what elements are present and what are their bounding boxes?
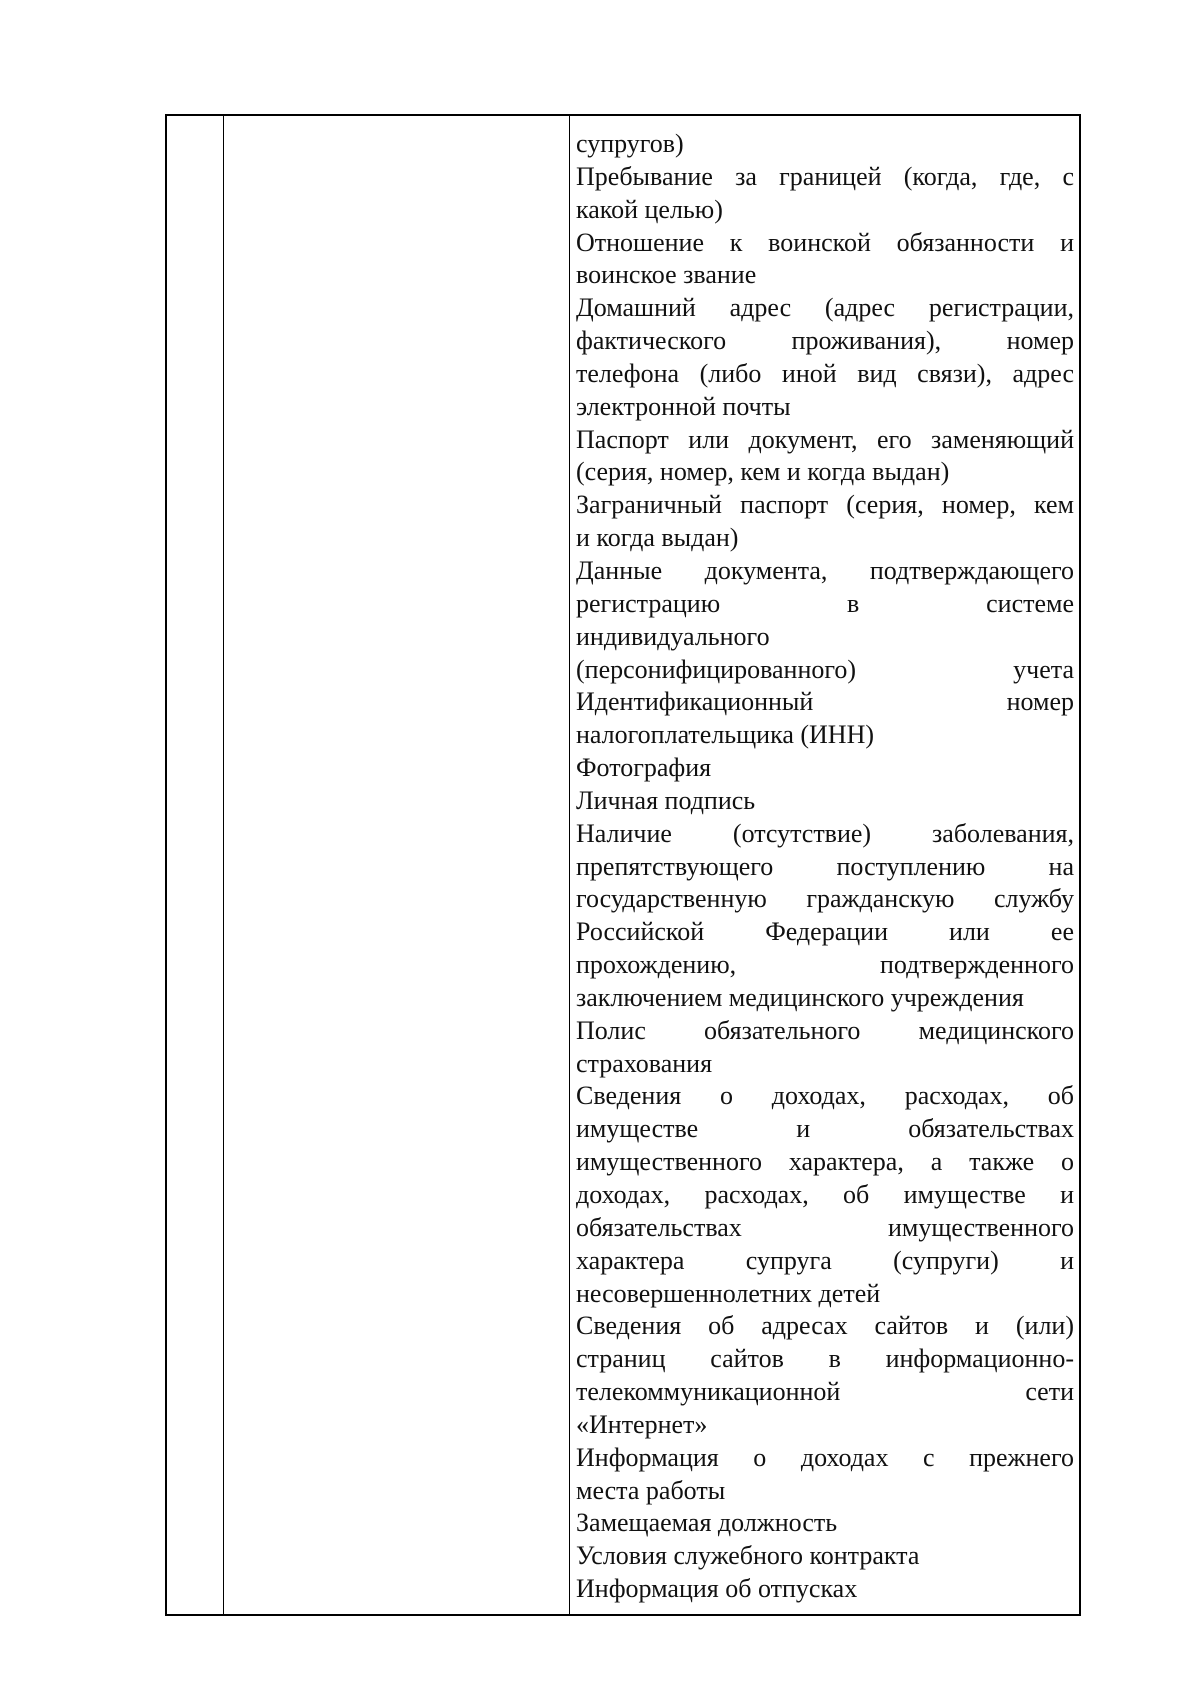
- data-category-cell: [224, 116, 570, 1614]
- data-list-line: индивидуального: [576, 621, 770, 651]
- data-list-line: (серия, номер, кем и когда выдан): [576, 457, 950, 487]
- data-list-line: какой целью): [576, 194, 723, 224]
- data-list-line: «Интернет»: [576, 1409, 708, 1439]
- data-list-line: Домашний адрес (адрес регистрации,: [576, 293, 1074, 323]
- data-list-line: имуществе и обязательствах: [576, 1114, 1074, 1144]
- data-list-line: Сведения о доходах, расходах, об: [576, 1081, 1074, 1111]
- data-list-line: заключением медицинского учреждения: [576, 982, 1024, 1012]
- data-list-line: доходах, расходах, об имуществе и: [576, 1180, 1074, 1209]
- data-list-line: Идентификационный номер: [576, 687, 1074, 717]
- data-list-line: Российской Федерации или ее: [576, 917, 1074, 947]
- data-list-line: и когда выдан): [576, 523, 739, 553]
- data-list-line: Информация об отпусках: [576, 1574, 858, 1604]
- data-list-line: регистрацию в системе: [576, 588, 1074, 618]
- data-list-line: страхования: [576, 1048, 713, 1078]
- data-list-line: несовершеннолетних детей: [576, 1278, 881, 1308]
- data-list-line: Паспорт или документ, его заменяющий: [576, 424, 1074, 454]
- data-list-line: обязательствах имущественного: [576, 1212, 1074, 1242]
- data-list-line: Полис обязательного медицинского: [576, 1015, 1074, 1045]
- data-list-line: воинское звание: [576, 260, 757, 290]
- data-list-line: Сведения об адресах сайтов и (или): [576, 1311, 1074, 1341]
- data-list-line: Фотография: [576, 753, 712, 783]
- data-list-line: налогоплательщика (ИНН): [576, 720, 875, 750]
- personal-data-list-cell: [570, 116, 1079, 1614]
- data-list-line: Отношение к воинской обязанности и: [576, 227, 1074, 257]
- data-list-line: Наличие (отсутствие) заболевания,: [576, 818, 1074, 848]
- data-list-line: Информация о доходах с прежнего: [576, 1442, 1074, 1472]
- row-number-cell: [167, 116, 224, 1614]
- data-list-line: характера супруга (супруги) и: [576, 1245, 1074, 1275]
- data-list-line: Замещаемая должность: [576, 1508, 838, 1538]
- data-list-line: электронной почты: [576, 391, 791, 421]
- data-list-line: супругов): [576, 129, 684, 158]
- data-list-line: Личная подпись: [576, 785, 756, 815]
- data-list-line: Заграничный паспорт (серия, номер, кем: [576, 490, 1074, 520]
- data-list-line: страниц сайтов в информационно-: [576, 1344, 1074, 1374]
- data-list-line: (персонифицированного) учета: [576, 654, 1074, 684]
- data-table: [165, 114, 1081, 1616]
- data-list-line: государственную гражданскую службу: [576, 884, 1074, 914]
- data-list-line: Данные документа, подтверждающего: [576, 555, 1074, 585]
- data-list-line: Пребывание за границей (когда, где, с: [576, 161, 1074, 191]
- data-list-line: имущественного характера, а также о: [576, 1147, 1074, 1177]
- data-list-line: места работы: [576, 1475, 726, 1505]
- data-list-line: препятствующего поступлению на: [576, 851, 1074, 881]
- data-list-line: телефона (либо иной вид связи), адрес: [576, 358, 1074, 388]
- data-list-line: фактического проживания), номер: [576, 326, 1074, 356]
- data-list-line: телекоммуникационной сети: [576, 1377, 1074, 1407]
- data-list-line: Условия служебного контракта: [576, 1541, 920, 1571]
- data-list-line: прохождению, подтвержденного: [576, 950, 1074, 980]
